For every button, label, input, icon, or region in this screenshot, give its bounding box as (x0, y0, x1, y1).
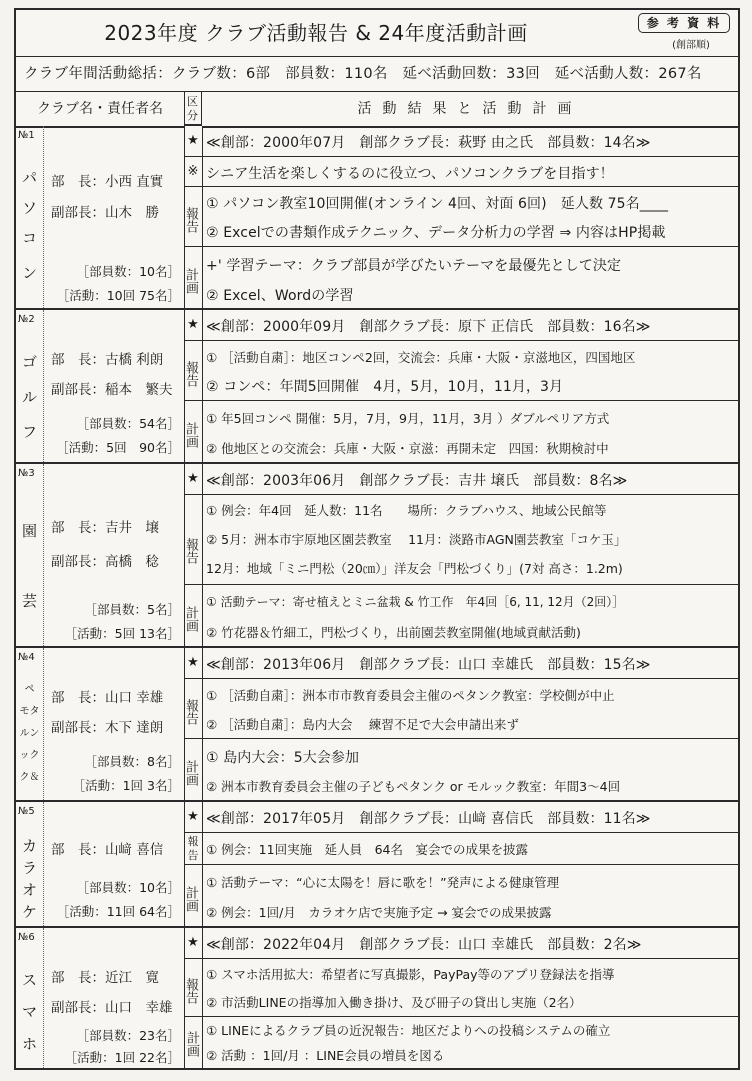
founding-info: ≪創部：2022年04月 創部クラブ長：山口 幸雄氏 部員数：2名≫ (206, 937, 642, 953)
reference-order-note: (創部順) (672, 40, 710, 51)
club-section-smartphone (16, 928, 738, 1068)
club-section-karaoke (16, 802, 738, 928)
club-activity-count: ［活動：5回 90名］ (56, 440, 180, 455)
star-marker: ★ (184, 802, 203, 832)
plan-label: 計画 (184, 247, 203, 308)
club-number: №1 (18, 130, 35, 141)
star-marker: ★ (184, 310, 203, 340)
plan-row (184, 738, 738, 800)
founding-info: ≪創部：2013年06月 創部クラブ長：山口 幸雄氏 部員数：15名≫ (206, 657, 651, 673)
club-leader: 部 長：山﨑 喜信 (51, 842, 164, 858)
club-name-char: ク＆ (19, 772, 40, 783)
club-name-char: ケ (21, 903, 37, 921)
club-section-gardening (16, 464, 738, 648)
plan-line: ① 活動テーマ：寄せ植えとミニ盆栽 & 竹工作 年4回［6, 11, 12月（2回）］ (206, 595, 625, 609)
plan-label: 計画 (184, 865, 203, 926)
founding-info: ≪創部：2003年06月 創部クラブ長：吉井 壌氏 部員数：8名≫ (206, 473, 628, 489)
club-name-char: パ (21, 169, 37, 187)
club-vice-leader: 副部長：高橋 稔 (51, 554, 159, 570)
plan-row (184, 400, 738, 462)
plan-line: ① 島内大会：5大会参加 (206, 750, 360, 766)
club-activity-count: ［活動：11回 64名］ (56, 904, 180, 919)
club-name-column (16, 802, 44, 926)
plan-label: 計画 (184, 401, 203, 462)
plan-line: ② 竹花器＆竹細工，門松づくり，出前園芸教室開催(地域貢献活動) (206, 625, 581, 640)
report-line: ② 市活動LINEの指導加入働き掛け、及び冊子の貸出し実施（2名） (206, 995, 582, 1010)
club-name-char: ラ (21, 859, 37, 877)
header-club-manager: クラブ名・責任者名 (16, 92, 185, 128)
club-manager-column (43, 464, 185, 646)
club-vice-leader: 副部長：山木 勝 (51, 205, 159, 221)
club-note: シニア生活を楽しくするのに役立つ、パソコンクラブを目指す！ (206, 166, 614, 182)
report-row (184, 958, 738, 1016)
club-vice-leader: 副部長：稲本 繁夫 (51, 382, 173, 398)
club-member-count: ［部員数：54名］ (76, 416, 180, 431)
plan-line: ① 活動テーマ：“心に太陽を！唇に歌を！”発声による健康管理 (206, 875, 560, 890)
club-name-char: ック (19, 750, 40, 761)
plan-row (184, 584, 738, 646)
report-row (184, 678, 738, 738)
report-line: ① パソコン教室10回開催(オンライン 4回、対面 6回) 延人数 75名____ (206, 196, 669, 212)
plan-line: ② Excel、Wordの学習 (206, 288, 354, 304)
club-member-count: ［部員数：23名］ (76, 1028, 180, 1043)
club-number: №3 (18, 468, 35, 479)
club-number: №2 (18, 314, 35, 325)
club-manager-column (43, 126, 185, 308)
plan-label: 計画 (184, 585, 203, 646)
report-label: 報告 (184, 959, 203, 1016)
founding-row (184, 464, 738, 494)
plan-line: ② 洲本市教育委員会主催の子どもペタンク or モルック教室：年間3～4回 (206, 779, 621, 794)
club-member-count: ［部員数：8名］ (84, 754, 180, 769)
founding-row (184, 802, 738, 832)
club-number: №6 (18, 932, 35, 943)
star-marker: ★ (184, 648, 203, 678)
club-name-char: 園 (21, 522, 37, 540)
club-activity-count: ［活動：1回 22名］ (64, 1050, 180, 1065)
founding-row (184, 928, 738, 958)
report-line: ② 5月：洲本市宇原地区園芸教室 11月：淡路市AGN園芸教室「コケ玉」 (206, 532, 627, 547)
note-marker: ※ (184, 157, 203, 186)
club-vice-leader: 副部長：山口 幸雄 (51, 1000, 173, 1016)
star-marker: ★ (184, 464, 203, 494)
report-line: ② コンペ：年間5回開催 4月，5月，10月，11月，3月 (206, 379, 564, 395)
founding-row (184, 126, 738, 156)
report-label: 報告 (184, 833, 203, 864)
club-manager-column (43, 648, 185, 800)
report-row (184, 340, 738, 400)
header-kubun: 区分 (184, 92, 202, 126)
report-line: ② Excelでの書類作成テクニック、データ分析力の学習 ⇒ 内容はHP掲載 (206, 225, 666, 241)
club-name-char: モタ (19, 706, 40, 717)
club-number: №4 (18, 652, 35, 663)
plan-row (184, 864, 738, 926)
club-leader: 部 長：古橋 利朗 (51, 352, 164, 368)
club-vice-leader: 副部長：木下 達朗 (51, 720, 164, 736)
club-leader: 部 長：山口 幸雄 (51, 690, 164, 706)
annual-summary: クラブ年間活動総括：クラブ数：6部 部員数：110名 延べ活動回数：33回 延べ活動人数：267名 (16, 56, 738, 92)
club-activity-count: ［活動：10回 75名］ (56, 288, 180, 303)
club-member-count: ［部員数：10名］ (76, 880, 180, 895)
report-label: 報告 (184, 495, 203, 584)
club-number: №5 (18, 806, 35, 817)
report-row (184, 832, 738, 864)
founding-info: ≪創部：2000年07月 創部クラブ長：萩野 由之氏 部員数：14名≫ (206, 135, 651, 151)
report-row (184, 494, 738, 584)
club-name-char: フ (21, 423, 37, 441)
plan-line: +' 学習テーマ：クラブ部員が学びたいテーマを最優先として決定 (206, 258, 622, 274)
club-name-char: 芸 (21, 592, 37, 610)
report-line: ① 例会：11回実施 延人員 64名 宴会での成果を披露 (206, 842, 528, 857)
report-document (14, 8, 740, 1070)
report-label: 報告 (184, 341, 203, 400)
club-name-column (16, 126, 44, 308)
club-section-petanque (16, 648, 738, 802)
report-line: ① スマホ活用拡大：希望者に写真撮影，PayPay等のアプリ登録法を指導 (206, 967, 615, 982)
document-title: 2023年度 クラブ活動報告 & 24年度活動計画 (104, 21, 528, 45)
founding-info: ≪創部：2017年05月 創部クラブ長：山﨑 喜信氏 部員数：11名≫ (206, 811, 651, 827)
founding-row (184, 648, 738, 678)
club-name-char: コ (21, 229, 37, 247)
club-leader: 部 長：小西 直實 (51, 174, 164, 190)
star-marker: ★ (184, 126, 203, 156)
club-name-char: ル (21, 388, 37, 406)
report-line: ① ［活動自粛］：地区コンペ2回，交流会：兵庫・大阪・京滋地区，四国地区 (206, 350, 636, 365)
plan-label: 計画 (184, 739, 203, 800)
club-section-golf (16, 310, 738, 464)
star-marker: ★ (184, 928, 203, 958)
club-name-char: ソ (21, 199, 37, 217)
club-manager-column (43, 310, 185, 462)
note-row (184, 156, 738, 186)
club-name-char: マ (21, 1003, 37, 1021)
club-manager-column (43, 802, 185, 926)
founding-row (184, 310, 738, 340)
club-name-char: ゴ (21, 353, 37, 371)
plan-row (184, 1016, 738, 1068)
club-member-count: ［部員数：10名］ (76, 264, 180, 279)
club-member-count: ［部員数：5名］ (84, 602, 180, 617)
report-line: ① 例会：年4回 延人数：11名 場所：クラブハウス、地域公民館等 (206, 503, 607, 518)
plan-line: ② 例会：1回/月 カラオケ店で実施予定 → 宴会での成果披露 (206, 905, 552, 920)
club-activity-count: ［活動：5回 13名］ (64, 626, 180, 641)
club-name-char: ス (21, 971, 37, 989)
plan-line: ② 他地区との交流会：兵庫・大阪・京滋：再開未定 四国：秋期検討中 (206, 441, 609, 456)
club-name-char: ペ (24, 684, 35, 695)
club-name-column (16, 648, 44, 800)
plan-label: 計画 (184, 1017, 203, 1068)
reference-material-badge: 参 考 資 料 (638, 13, 730, 33)
club-leader: 部 長：吉井 壌 (51, 520, 159, 536)
report-label: 報告 (184, 187, 203, 246)
club-name-char: カ (21, 837, 37, 855)
club-manager-column (43, 928, 185, 1068)
club-name-column (16, 464, 44, 646)
report-label: 報告 (184, 679, 203, 738)
report-row (184, 186, 738, 246)
club-leader: 部 長：近江 寛 (51, 970, 159, 986)
plan-line: ① LINEによるクラブ員の近況報告：地区だよりへの投稿システムの確立 (206, 1023, 611, 1038)
club-section-pc (16, 126, 738, 310)
club-activity-count: ［活動：1回 3名］ (72, 778, 180, 793)
report-line: ① ［活動自粛］：洲本市市教育委員会主催のペタンク教室：学校側が中止 (206, 688, 615, 703)
club-name-char: ン (21, 264, 37, 282)
report-line: ② ［活動自粛］：島内大会 練習不足で大会申請出来ず (206, 717, 519, 732)
founding-info: ≪創部：2000年09月 創部クラブ長：原下 正信氏 部員数：16名≫ (206, 319, 651, 335)
plan-line: ② 活動 ：1回/月 ：LINE会員の増員を図る (206, 1048, 445, 1063)
club-name-char: ルン (19, 728, 40, 739)
club-name-char: オ (21, 881, 37, 899)
report-line: 12月：地域「ミニ門松（20㎝）」洋友会「門松づくり」(7対 高さ：1.2m) (206, 561, 623, 576)
club-name-char: ホ (21, 1035, 37, 1053)
title-row (16, 10, 738, 57)
header-activity: 活動結果と活動計画 (202, 92, 738, 128)
club-name-column (16, 310, 44, 462)
plan-line: ① 年5回コンペ 開催：5月，7月，9月，11月，3月 ）ダブルペリア方式 (206, 411, 610, 426)
plan-row (184, 246, 738, 308)
club-name-column (16, 928, 44, 1068)
